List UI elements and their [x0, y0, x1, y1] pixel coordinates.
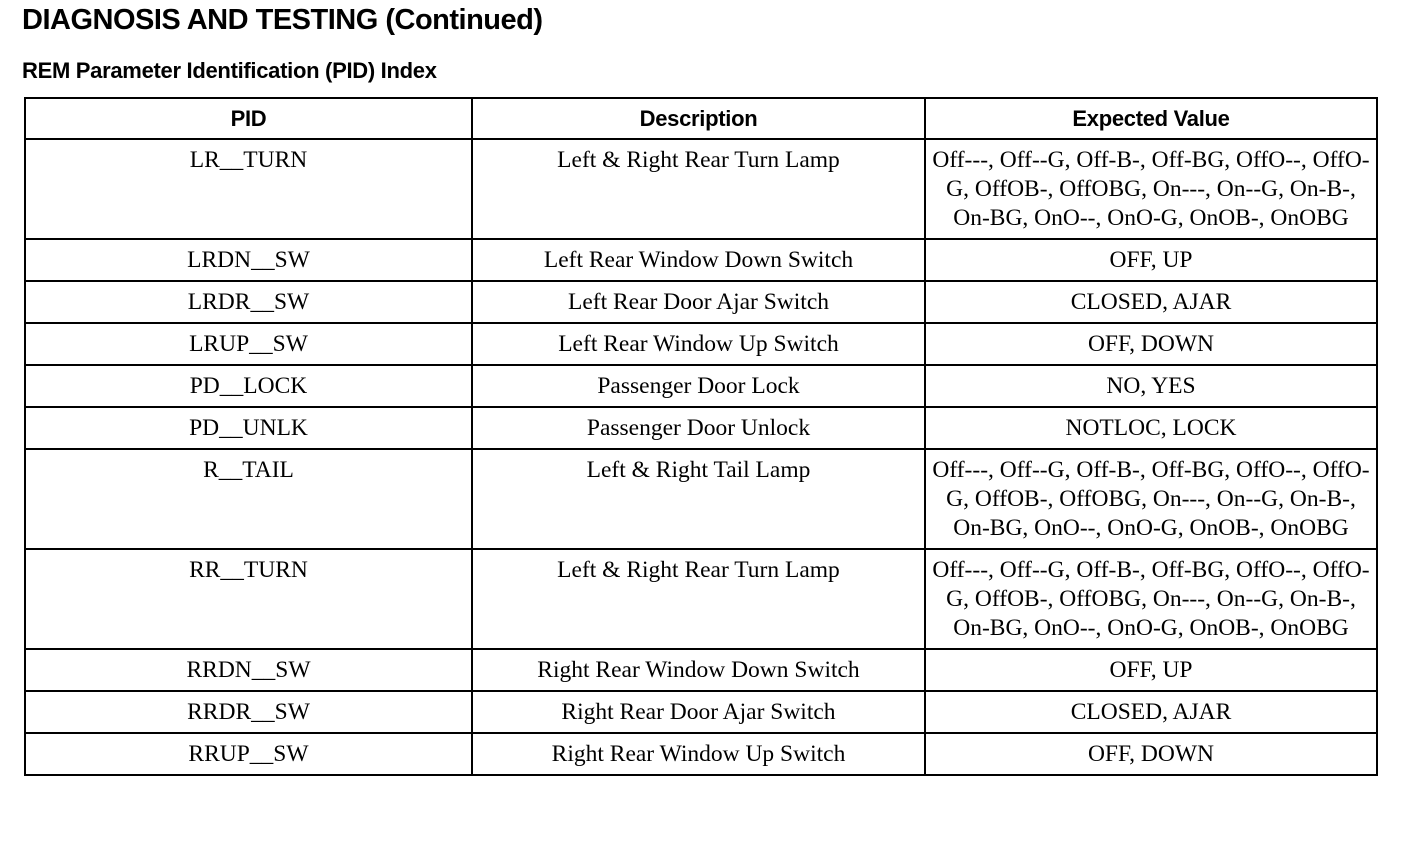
expected-value-cell: CLOSED, AJAR [925, 281, 1377, 323]
pid-cell: LRDR__SW [25, 281, 472, 323]
expected-value-cell: NO, YES [925, 365, 1377, 407]
table-row [25, 649, 1377, 691]
pid-index-table [24, 97, 1378, 776]
table-row [25, 139, 1377, 239]
pid-cell: LRDN__SW [25, 239, 472, 281]
pid-cell: RRDR__SW [25, 691, 472, 733]
expected-value-cell: OFF, DOWN [925, 733, 1377, 775]
expected-value-cell: CLOSED, AJAR [925, 691, 1377, 733]
expected-value-cell: NOTLOC, LOCK [925, 407, 1377, 449]
column-header-description: Description [472, 98, 925, 139]
expected-value-cell: Off---, Off--G, Off-B-, Off-BG, OffO--, OffO-G, OffOB-, OffOBG, On---, On--G, On-B-, On-BG, OnO--, OnO-G, OnOB-, OnOBG [925, 549, 1377, 649]
description-cell: Left & Right Rear Turn Lamp [472, 549, 925, 649]
expected-value-cell: OFF, UP [925, 649, 1377, 691]
description-cell: Left & Right Tail Lamp [472, 449, 925, 549]
description-cell: Right Rear Door Ajar Switch [472, 691, 925, 733]
description-cell: Left Rear Window Down Switch [472, 239, 925, 281]
expected-value-cell: Off---, Off--G, Off-B-, Off-BG, OffO--, OffO-G, OffOB-, OffOBG, On---, On--G, On-B-, On-BG, OnO--, OnO-G, OnOB-, OnOBG [925, 139, 1377, 239]
pid-cell: RRDN__SW [25, 649, 472, 691]
pid-cell: RR__TURN [25, 549, 472, 649]
table-row [25, 407, 1377, 449]
expected-value-cell: OFF, UP [925, 239, 1377, 281]
description-cell: Left Rear Door Ajar Switch [472, 281, 925, 323]
description-cell: Passenger Door Unlock [472, 407, 925, 449]
description-cell: Right Rear Window Down Switch [472, 649, 925, 691]
table-row [25, 733, 1377, 775]
pid-cell: PD__UNLK [25, 407, 472, 449]
section-title: REM Parameter Identification (PID) Index [22, 58, 437, 83]
table-row [25, 449, 1377, 549]
pid-cell: LR__TURN [25, 139, 472, 239]
pid-cell: PD__LOCK [25, 365, 472, 407]
table-row [25, 323, 1377, 365]
table-row [25, 239, 1377, 281]
description-cell: Left & Right Rear Turn Lamp [472, 139, 925, 239]
description-cell: Right Rear Window Up Switch [472, 733, 925, 775]
description-cell: Left Rear Window Up Switch [472, 323, 925, 365]
table-row [25, 365, 1377, 407]
description-cell: Passenger Door Lock [472, 365, 925, 407]
table-row [25, 691, 1377, 733]
column-header-expected-value: Expected Value [925, 98, 1377, 139]
table-header-row [25, 98, 1377, 139]
pid-cell: RRUP__SW [25, 733, 472, 775]
table-row [25, 549, 1377, 649]
expected-value-cell: Off---, Off--G, Off-B-, Off-BG, OffO--, OffO-G, OffOB-, OffOBG, On---, On--G, On-B-, On-BG, OnO--, OnO-G, OnOB-, OnOBG [925, 449, 1377, 549]
page-title: DIAGNOSIS AND TESTING (Continued) [22, 4, 543, 36]
pid-cell: R__TAIL [25, 449, 472, 549]
table-row [25, 281, 1377, 323]
pid-cell: LRUP__SW [25, 323, 472, 365]
column-header-pid: PID [25, 98, 472, 139]
expected-value-cell: OFF, DOWN [925, 323, 1377, 365]
